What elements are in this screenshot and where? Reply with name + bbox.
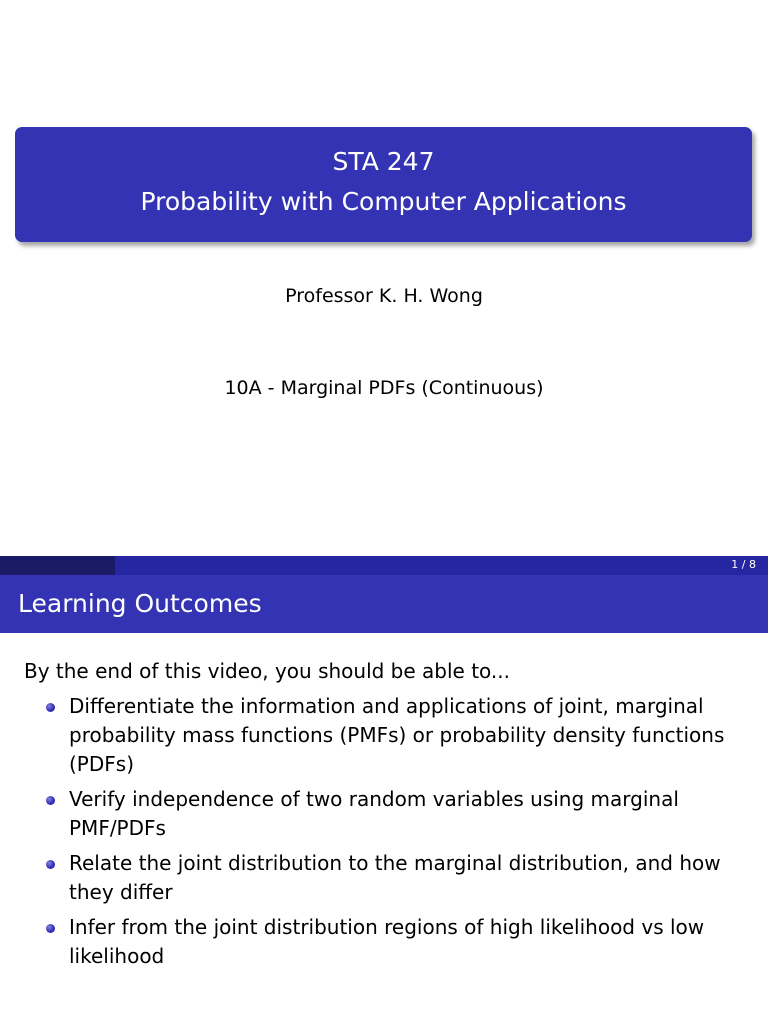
bullet-line: (PDFs) xyxy=(69,752,134,776)
page-number: 1 / 8 xyxy=(731,558,756,571)
list-item xyxy=(46,849,746,907)
bullet-line: Differentiate the information and applications of joint, marginal xyxy=(69,694,704,718)
frame-title: Learning Outcomes xyxy=(18,589,262,618)
bullet-line: PMF/PDFs xyxy=(69,816,166,840)
course-title: Probability with Computer Applications xyxy=(140,187,627,216)
ball-bullet-icon xyxy=(46,796,55,805)
list-item xyxy=(46,913,746,971)
bullet-line: Relate the joint distribution to the marginal distribution, and how xyxy=(69,851,721,875)
bullet-line: likelihood xyxy=(69,944,165,968)
intro-text: By the end of this video, you should be able to... xyxy=(24,659,511,683)
author: Professor K. H. Wong xyxy=(285,285,483,307)
footer-navigation-bar xyxy=(0,556,768,575)
ball-bullet-icon xyxy=(46,703,55,712)
ball-bullet-icon xyxy=(46,860,55,869)
list-item xyxy=(46,692,746,779)
course-code: STA 247 xyxy=(332,147,435,176)
list-item xyxy=(46,785,746,843)
bullet-line: Verify independence of two random variables using marginal xyxy=(69,787,679,811)
footer-progress-section xyxy=(0,556,115,575)
bullet-line: they differ xyxy=(69,880,173,904)
ball-bullet-icon xyxy=(46,924,55,933)
bullet-line: Infer from the joint distribution regions of high likelihood vs low xyxy=(69,915,705,939)
learning-outcomes-list xyxy=(46,692,746,977)
title-box xyxy=(15,127,752,242)
bullet-line: probability mass functions (PMFs) or probability density functions xyxy=(69,723,725,747)
lecture-subtitle: 10A - Marginal PDFs (Continuous) xyxy=(224,377,544,399)
frame-title-bar xyxy=(0,575,768,633)
